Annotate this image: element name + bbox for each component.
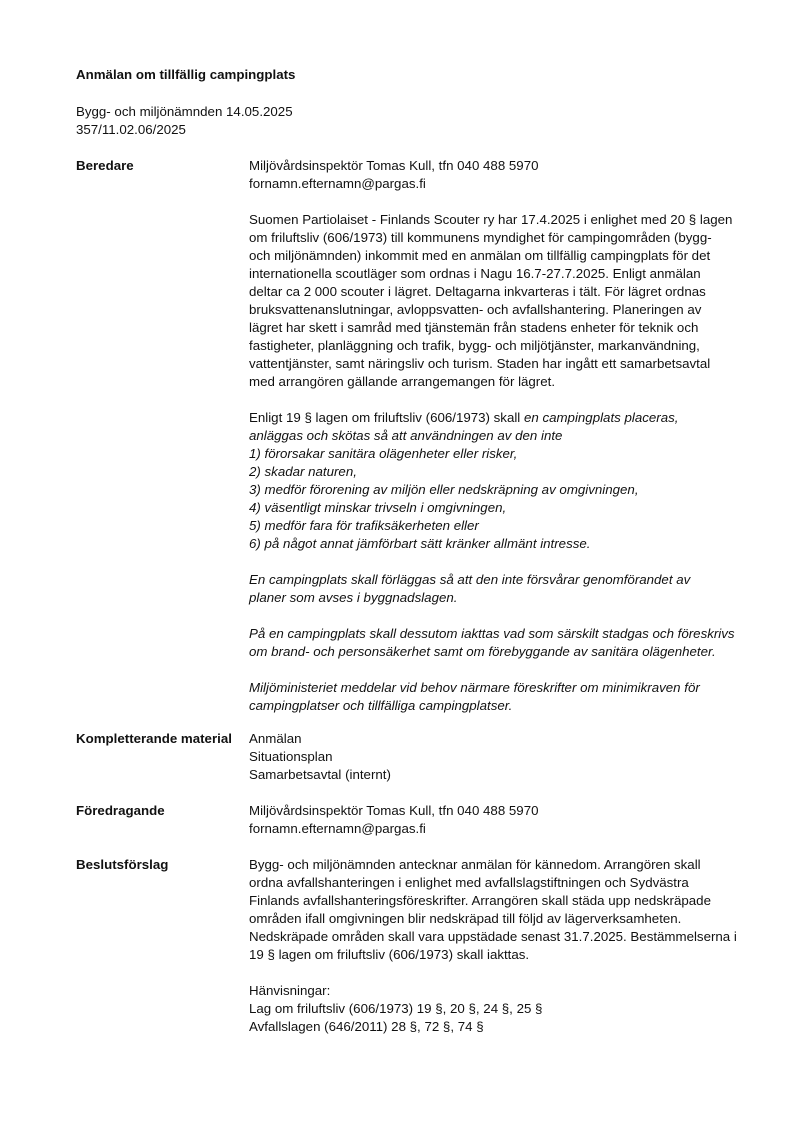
law-line: 1) förorsakar sanitära olägenheter eller risker, <box>249 446 518 461</box>
decision-line: Nedskräpade områden skall vara uppstädade senast 31.7.2025. Bestämmelserna i <box>249 929 737 944</box>
beredare-p1-line: fastigheter, planläggning och trafik, bygg- och miljötjänster, markanvändning, <box>249 338 700 353</box>
law-line: anläggas och skötas så att användningen av den inte <box>249 428 563 443</box>
foredragande-content <box>249 802 749 838</box>
reference-item: Lag om friluftsliv (606/1973) 19 §, 20 §, 24 §, 25 § <box>249 1001 543 1016</box>
beredare-p1-line: internationella scoutläger som ordnas i Nagu 16.7-27.7.2025. Enligt anmälan <box>249 266 701 281</box>
kompletterande-content <box>249 730 749 784</box>
law-intro: Enligt 19 § lagen om friluftsliv (606/1973) skall <box>249 410 524 425</box>
decision-line: 19 § lagen om friluftsliv (606/1973) skall iakttas. <box>249 947 530 962</box>
beredare-email: fornamn.efternamn@pargas.fi <box>249 176 426 191</box>
law-line: 3) medför förorening av miljön eller nedskräpning av omgivningen, <box>249 482 639 497</box>
section-label-foredragande: Föredragande <box>76 803 165 818</box>
beredare-p1-line: och miljönämnden) inkommit med en anmälan om tillfällig campingplats för det <box>249 248 711 263</box>
beredare-p1-line: om friluftsliv (606/1973) till kommunens myndighet för campingområden (bygg- <box>249 230 712 245</box>
beredare-p1-line: vattentjänster, samt näringsliv och turism. Staden har ingått ett samarbetsavtal <box>249 356 711 371</box>
law-p3-line: En campingplats skall förläggas så att den inte försvårar genomförandet av <box>249 572 691 587</box>
foredragande-name: Miljövårdsinspektör Tomas Kull, tfn 040 488 5970 <box>249 803 539 818</box>
beredare-p1-line: lägret har skett i samråd med tjänstemän från stadens enheter för teknik och <box>249 320 699 335</box>
law-line: 5) medför fara för trafiksäkerheten eller <box>249 518 479 533</box>
attachment-item: Anmälan <box>249 731 302 746</box>
law-intro-italic: en campingplats placeras, <box>523 410 679 425</box>
law-p3-line: planer som avses i byggnadslagen. <box>249 590 458 605</box>
beredare-p1-line: bruksvattenanslutningar, avloppsvatten- och avfallshantering. Planeringen av <box>249 302 702 317</box>
decision-line: områden ifall omgivningen blir nedskräpad till följd av lägerverksamheten. <box>249 911 682 926</box>
law-p5-line: Miljöministeriet meddelar vid behov närmare föreskrifter om minimikraven för <box>249 680 700 695</box>
foredragande-email: fornamn.efternamn@pargas.fi <box>249 821 426 836</box>
meeting-line: Bygg- och miljönämnden 14.05.2025 <box>76 104 293 119</box>
meeting-info <box>76 103 293 139</box>
law-p4-line: om brand- och personsäkerhet samt om förebyggande av sanitära olägenheter. <box>249 644 716 659</box>
law-intro-line <box>249 409 749 427</box>
references-label: Hänvisningar: <box>249 983 331 998</box>
beredare-content <box>249 157 749 715</box>
attachment-item: Samarbetsavtal (internt) <box>249 767 391 782</box>
beredare-p1-line: deltar ca 2 000 scouter i lägret. Deltagarna inkvarteras i tält. För lägret ordnas <box>249 284 706 299</box>
beredare-p1-line: Suomen Partiolaiset - Finlands Scouter ry har 17.4.2025 i enlighet med 20 § lagen <box>249 212 733 227</box>
section-label-beredare: Beredare <box>76 158 134 173</box>
document-title: Anmälan om tillfällig campingplats <box>76 67 296 82</box>
case-number: 357/11.02.06/2025 <box>76 122 186 137</box>
section-label-beslutsforslag: Beslutsförslag <box>76 857 169 872</box>
beredare-name: Miljövårdsinspektör Tomas Kull, tfn 040 488 5970 <box>249 158 539 173</box>
beslutsforslag-content <box>249 856 749 1036</box>
section-label-kompletterande: Kompletterande material <box>76 731 232 746</box>
attachment-item: Situationsplan <box>249 749 333 764</box>
law-p4-line: På en campingplats skall dessutom iakttas vad som särskilt stadgas och föreskrivs <box>249 626 735 641</box>
decision-line: Bygg- och miljönämnden antecknar anmälan för kännedom. Arrangören skall <box>249 857 701 872</box>
law-line: 4) väsentligt minskar trivseln i omgivningen, <box>249 500 507 515</box>
decision-line: ordna avfallshanteringen i enlighet med avfallslagstiftningen och Sydvästra <box>249 875 689 890</box>
reference-item: Avfallslagen (646/2011) 28 §, 72 §, 74 § <box>249 1019 484 1034</box>
law-p5-line: campingplatser och tillfälliga campingplatser. <box>249 698 513 713</box>
beredare-p1-line: med arrangören gällande arrangemangen för lägret. <box>249 374 556 389</box>
decision-line: Finlands avfallshanteringsföreskrifter. Arrangören skall städa upp nedskräpade <box>249 893 711 908</box>
law-line: 2) skadar naturen, <box>249 464 357 479</box>
law-line: 6) på något annat jämförbart sätt kränker allmänt intresse. <box>249 536 591 551</box>
